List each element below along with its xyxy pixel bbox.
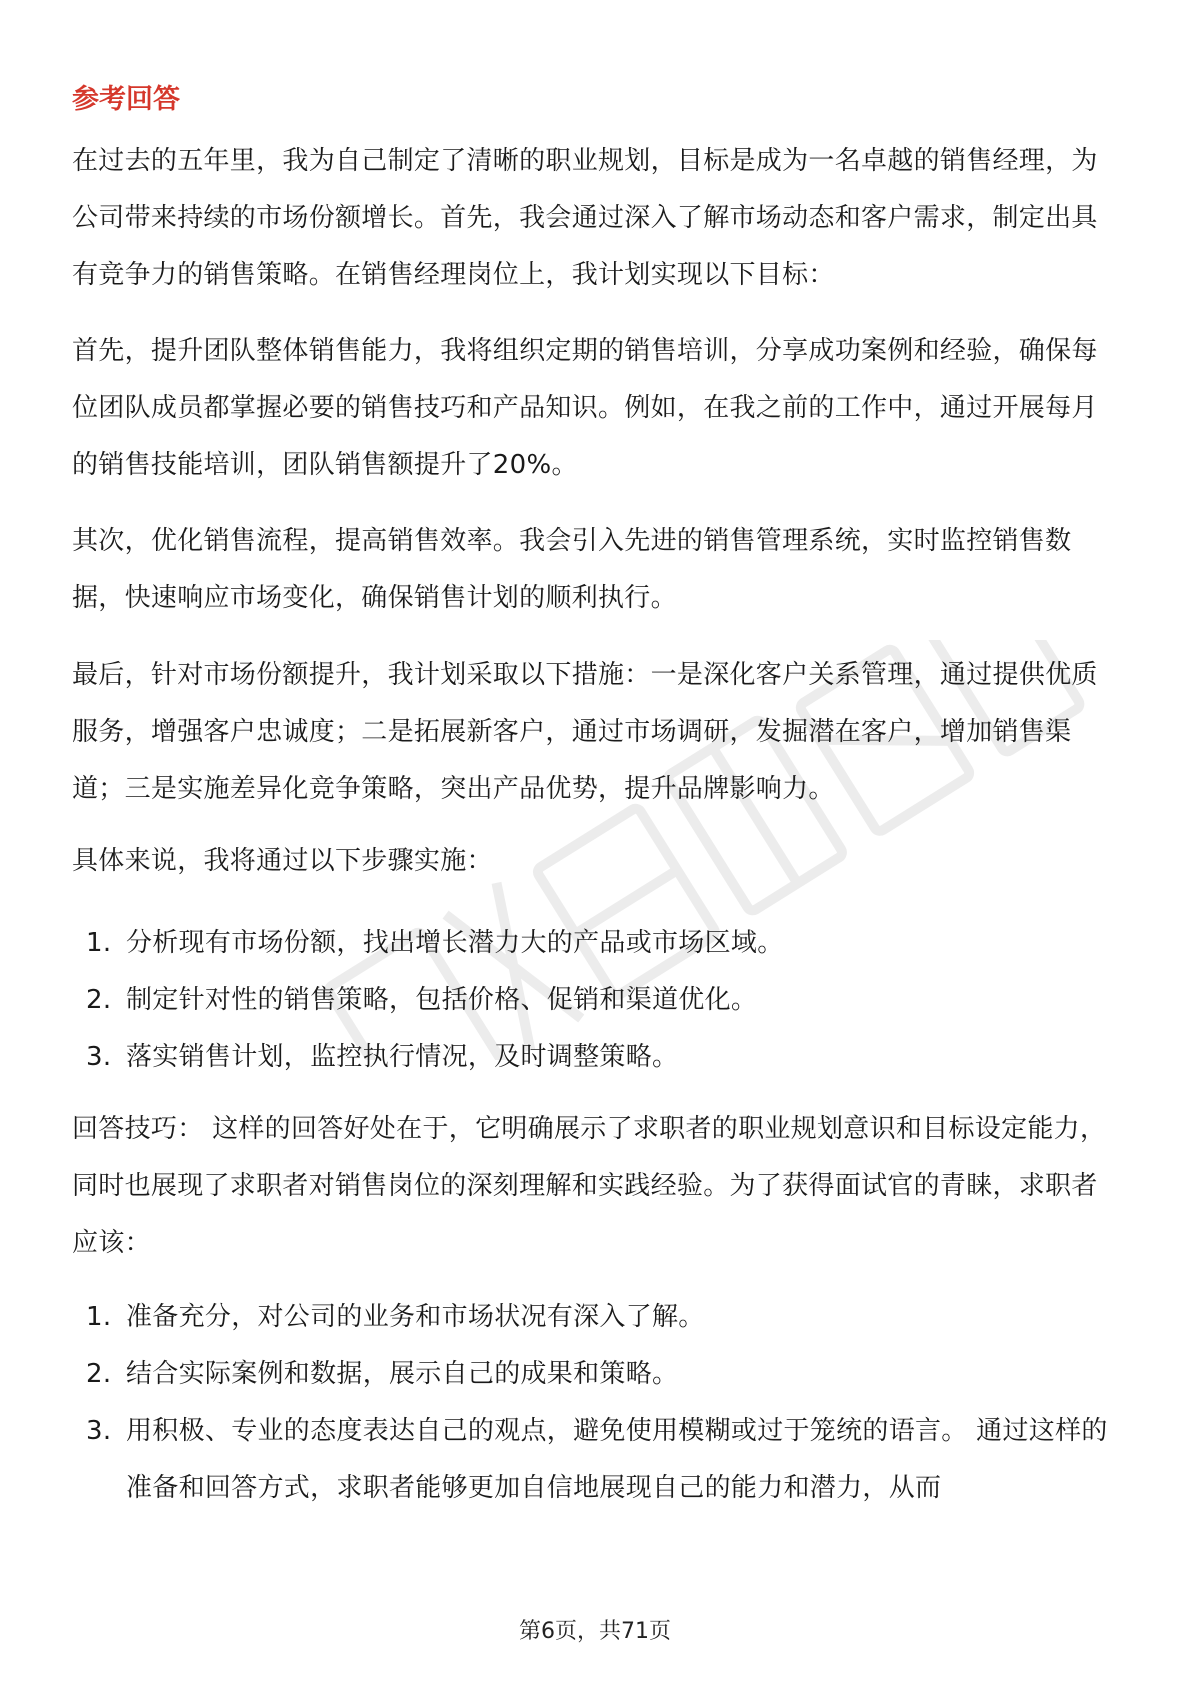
- section-heading: 参考回答: [72, 84, 180, 115]
- page-footer: 第6页，共71页: [519, 1619, 671, 1644]
- list-text: 制定针对性的销售策略，包括价格、促销和渠道优化。: [126, 985, 758, 1015]
- paragraph-tips: 回答技巧： 这样的回答好处在于，它明确展示了求职者的职业规划意识和目标设定能力，同时也展现了求职者对销售岗位的深刻理解和实践经验。为了获得面试官的青睐，求职者应该：: [72, 1114, 1107, 1258]
- list-item: [72, 972, 1122, 1029]
- list-number: 1.: [86, 1302, 112, 1332]
- list-item: [72, 1289, 1122, 1346]
- paragraph-second: 其次，优化销售流程，提高销售效率。我会引入先进的销售管理系统，实时监控销售数据，快速响应市场变化，确保销售计划的顺利执行。: [72, 526, 1072, 613]
- paragraph-last: 最后，针对市场份额提升，我计划采取以下措施：一是深化客户关系管理，通过提供优质服务，增强客户忠诚度；二是拓展新客户，通过市场调研，发掘潜在客户，增加销售渠道；三是实施差异化竞争策略，突出产品优势，提升品牌影响力。: [72, 660, 1098, 804]
- tips-list: [72, 1289, 1122, 1517]
- list-number: 1.: [86, 928, 112, 958]
- list-text: 分析现有市场份额，找出增长潜力大的产品或市场区域。: [126, 928, 784, 958]
- paragraph-steps-intro: 具体来说，我将通过以下步骤实施：: [72, 846, 493, 876]
- list-text: 落实销售计划，监控执行情况，及时调整策略。: [126, 1042, 679, 1072]
- list-number: 2.: [86, 1359, 112, 1389]
- list-item: [72, 915, 1122, 972]
- list-item: [72, 1029, 1122, 1086]
- list-number: 3.: [86, 1416, 112, 1446]
- list-number: 2.: [86, 985, 112, 1015]
- list-text: 用积极、专业的态度表达自己的观点，避免使用模糊或过于笼统的语言。 通过这样的准备和回答方式，求职者能够更加自信地展现自己的能力和潜力，从而: [126, 1416, 1108, 1503]
- list-item: [72, 1346, 1122, 1403]
- paragraph-first: 首先，提升团队整体销售能力，我将组织定期的销售培训，分享成功案例和经验，确保每位团队成员都掌握必要的销售技巧和产品知识。例如，在我之前的工作中，通过开展每月的销售技能培训，团队销售额提升了20%。: [72, 336, 1098, 480]
- paragraph-intro: 在过去的五年里，我为自己制定了清晰的职业规划，目标是成为一名卓越的销售经理，为公司带来持续的市场份额增长。首先，我会通过深入了解市场动态和客户需求，制定出具有竞争力的销售策略。在销售经理岗位上，我计划实现以下目标：: [72, 146, 1098, 290]
- list-text: 准备充分，对公司的业务和市场状况有深入了解。: [126, 1302, 705, 1332]
- list-text: 结合实际案例和数据，展示自己的成果和策略。: [126, 1359, 679, 1389]
- list-number: 3.: [86, 1042, 112, 1072]
- steps-list: [72, 915, 1122, 1086]
- list-item: [72, 1403, 1122, 1517]
